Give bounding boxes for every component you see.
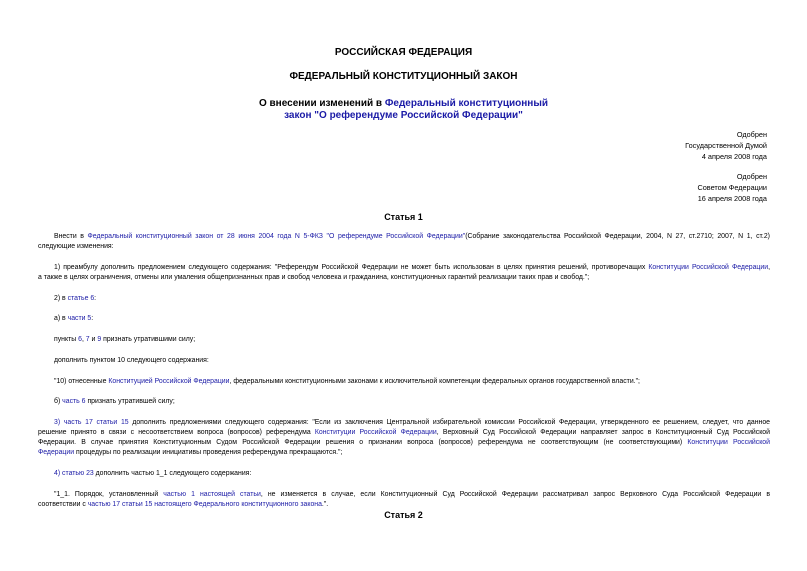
point-7-link[interactable]: 7 [85,336,90,343]
points-repeal: пункты 6, 7 и 9 признать утратившими силу; [54,336,196,343]
article-15-link[interactable]: часть 17 статьи 15 [63,419,129,426]
constitution-link-4b[interactable]: Федерации [38,449,75,456]
header-country: РОССИЙСКАЯ ФЕДЕРАЦИЯ [334,47,473,58]
point-10-text: "10) отнесенные Конституцией Российской Федерации, федеральными конституционными законами к исключительной компетенции федеральных органов государственной власти."; [54,378,640,385]
approval-duma: Одобрен Государственной Думой 4 апреля 2008 года [685,130,767,161]
approval-council: Одобрен Советом Федерации 16 апреля 2008 года [697,172,767,203]
header-law-type: ФЕДЕРАЛЬНЫЙ КОНСТИТУЦИОННЫЙ ЗАКОН [289,71,518,82]
constitution-link-2[interactable]: Конституцией Российской Федерации [108,378,230,385]
part-1-link[interactable]: частью 1 настоящей статьи [163,491,261,498]
item-1-line-1: 1) преамбулу дополнить предложением следующего содержания: "Референдум Российской Федерации не может быть использован в целях принятия решений, противоречащих Конституции Российской Федерации, [54,264,771,271]
point-9-link[interactable]: 9 [97,336,102,343]
part-1-1-line-2: соответствии с частью 17 статьи 15 настоящего Федерального конституционного закона.". [38,501,329,508]
title-law-link-2[interactable]: закон "О референдуме Российской Федерации" [284,110,523,121]
constitution-link-1[interactable]: Конституции Российской Федерации [648,264,769,271]
article-23-link[interactable]: статью 23 [62,470,94,477]
item-3-number[interactable]: 3) [54,419,64,426]
item-3-line-3: Федерации. В случае принятия Конституционным Судом Российской Федерации решения о признании вопроса (вопросов) референдума не соответствующим (не соответствующими) Конституции Российской [38,439,770,446]
document-title-line2 [0,110,807,122]
part-17-article-15-link[interactable]: частью 17 статьи 15 настоящего Федерального конституционного закона [87,501,322,508]
article-1-heading: Статья 1 [384,212,423,222]
item-3-line-1: 3) часть 17 статьи 15 дополнить предложениями следующего содержания: "Если из заключения Центральной избирательной комиссии Российской Федерации, утвержденного ее решением, следует, что данное [54,419,770,426]
document-title: О внесении изменений в Федеральный конституционный [258,98,549,109]
point-6-link[interactable]: 6 [78,336,82,343]
constitution-link-3[interactable]: Конституции Российской Федерации [314,429,437,436]
item-4-number[interactable]: 4) [54,470,63,477]
part-1-1-line-1: "1_1. Порядок, установленный частью 1 настоящей статьи, не изменяется в случае, если Конституционный Суд Российской Федерации рассматривал запрос Верховного Суда Российской Федерации в [54,491,770,498]
constitution-link-4[interactable]: Конституции Российской [687,439,770,446]
article-6-link[interactable]: статье 6 [67,295,95,302]
article-2-heading: Статья 2 [384,510,423,520]
part-5-link[interactable]: части 5 [67,315,92,322]
intro-line-1: Внести в Федеральный конституционный закон от 28 июня 2004 года N 5-ФКЗ "О референдуме Российской Федерации"(Собрание законодательства Российской Федерации, 2004, N 27, ст.2710; 2007, N 1, ст.2) [54,233,770,240]
item-2b: б) часть 6 признать утратившей силу; [54,398,175,405]
item-2a: а) в части 5: [54,315,94,322]
part-6-link[interactable]: часть 6 [62,398,86,405]
intro-line-2: следующие изменения: [38,243,114,250]
item-4: 4) статью 23 дополнить частью 1_1 следующего содержания: [54,470,252,477]
item-2: 2) в статье 6: [54,295,97,302]
title-law-link[interactable]: Федеральный конституционный [384,98,549,109]
item-3-line-2: решение принято в связи с несоответствием вопроса (вопросов) референдума Конституции Российской Федерации, Верховный Суд Российской Федерации направляет запрос в Конституционный Суд Российской [38,429,770,436]
add-point-10: дополнить пунктом 10 следующего содержания: [54,357,209,364]
item-3-line-4: Федерации процедуры по реализации инициативы проведения референдума прекращаются."; [38,449,343,456]
item-1-line-2: а также в целях ограничения, отмены или умаления общепризнанных прав и свобод человека и гражданина, конституционных гарантий реализации таких прав и свобод."; [38,274,590,281]
law-link[interactable]: Федеральный конституционный закон от 28 июня 2004 года N 5-ФКЗ "О референдуме Российской Федерации" [87,233,466,240]
